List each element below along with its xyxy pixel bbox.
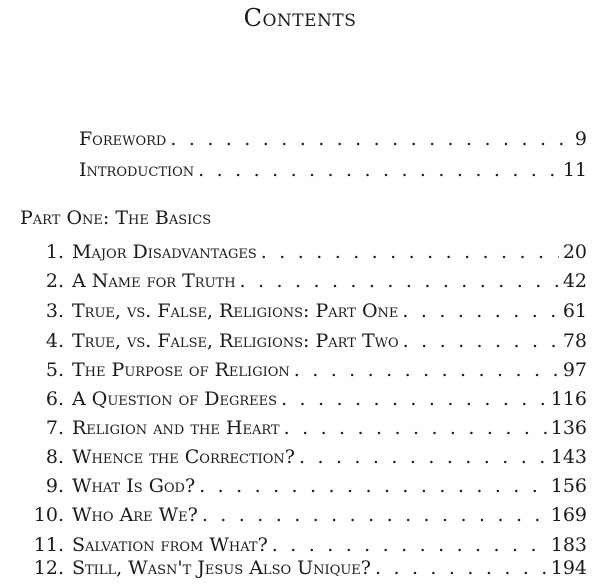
toc-entry-introduction <box>79 157 587 183</box>
toc-entry-page: 194 <box>550 557 587 579</box>
chapter-number: 1. <box>45 241 64 263</box>
toc-entry-label: Who Are We? <box>72 504 198 526</box>
toc-entry-page: 20 <box>562 241 587 263</box>
toc-entry-label: Religion and the Heart <box>72 417 280 439</box>
dot-leader <box>403 328 559 354</box>
toc-entry-page: 136 <box>550 417 587 439</box>
toc-entry-label: Still, Wasn't Jesus Also Unique? <box>72 557 371 579</box>
toc-entry-page: 116 <box>550 388 587 410</box>
toc-entry-label: True, vs. False, Religions: Part One <box>72 300 399 322</box>
chapter-number: 3. <box>45 300 64 322</box>
toc-entry-page: 61 <box>562 300 587 322</box>
dot-leader <box>170 126 571 152</box>
toc-entry-label: The Purpose of Religion <box>72 359 290 381</box>
toc-entry-chapter-2 <box>8 268 587 294</box>
toc-entry-chapter-10 <box>8 502 587 528</box>
page-title: Contents <box>243 4 357 32</box>
toc-entry-label: Foreword <box>79 128 167 150</box>
chapter-number: 2. <box>45 270 64 292</box>
toc-entry-chapter-1 <box>8 239 587 265</box>
chapter-number: 6. <box>45 388 64 410</box>
toc-entry-chapter-9 <box>8 473 587 499</box>
toc-entry-label: Introduction <box>79 159 195 181</box>
part-heading: Part One: The Basics <box>20 207 212 229</box>
toc-entry-chapter-8 <box>8 444 587 470</box>
toc-entry-chapter-6 <box>8 386 587 412</box>
dot-leader <box>402 298 558 324</box>
toc-entry-label: Whence the Correction? <box>72 446 295 468</box>
toc-entry-chapter-5 <box>8 357 587 383</box>
chapter-number: 12. <box>33 557 64 579</box>
toc-entry-page: 42 <box>562 270 587 292</box>
toc-entry-page: 169 <box>550 504 587 526</box>
toc-entry-label: A Name for Truth <box>72 270 236 292</box>
toc-entry-label: A Question of Degrees <box>72 388 278 410</box>
toc-entry-label: Major Disadvantages <box>72 241 257 263</box>
dot-leader <box>202 502 547 528</box>
toc-entry-label: What Is God? <box>72 475 196 497</box>
chapter-number: 7. <box>45 417 64 439</box>
toc-entry-chapter-12 <box>8 555 587 581</box>
chapter-number: 5. <box>45 359 64 381</box>
dot-leader <box>240 268 559 294</box>
dot-leader <box>375 555 547 581</box>
toc-entry-foreword <box>79 126 587 152</box>
dot-leader <box>261 239 559 265</box>
toc-entry-label: True, vs. False, Religions: Part Two <box>72 330 399 352</box>
chapter-number: 8. <box>45 446 64 468</box>
dot-leader <box>281 386 547 412</box>
dot-leader <box>198 157 559 183</box>
toc-entry-label: Salvation from What? <box>72 534 268 556</box>
toc-entry-page: 97 <box>562 359 587 381</box>
toc-entry-page: 78 <box>562 330 587 352</box>
toc-entry-chapter-4 <box>8 328 587 354</box>
toc-entry-page: 11 <box>562 159 587 181</box>
toc-entry-page: 143 <box>550 446 587 468</box>
chapter-number: 10. <box>33 504 64 526</box>
chapter-number: 9. <box>45 475 64 497</box>
toc-entry-chapter-7 <box>8 415 587 441</box>
toc-entry-chapter-3 <box>8 298 587 324</box>
toc-entry-page: 183 <box>550 534 587 556</box>
toc-entry-page: 9 <box>574 128 587 150</box>
dot-leader <box>299 444 547 470</box>
dot-leader <box>284 415 547 441</box>
chapter-number: 11. <box>33 534 64 556</box>
chapter-number: 4. <box>45 330 64 352</box>
toc-entry-page: 156 <box>550 475 587 497</box>
dot-leader <box>294 357 559 383</box>
dot-leader <box>199 473 547 499</box>
